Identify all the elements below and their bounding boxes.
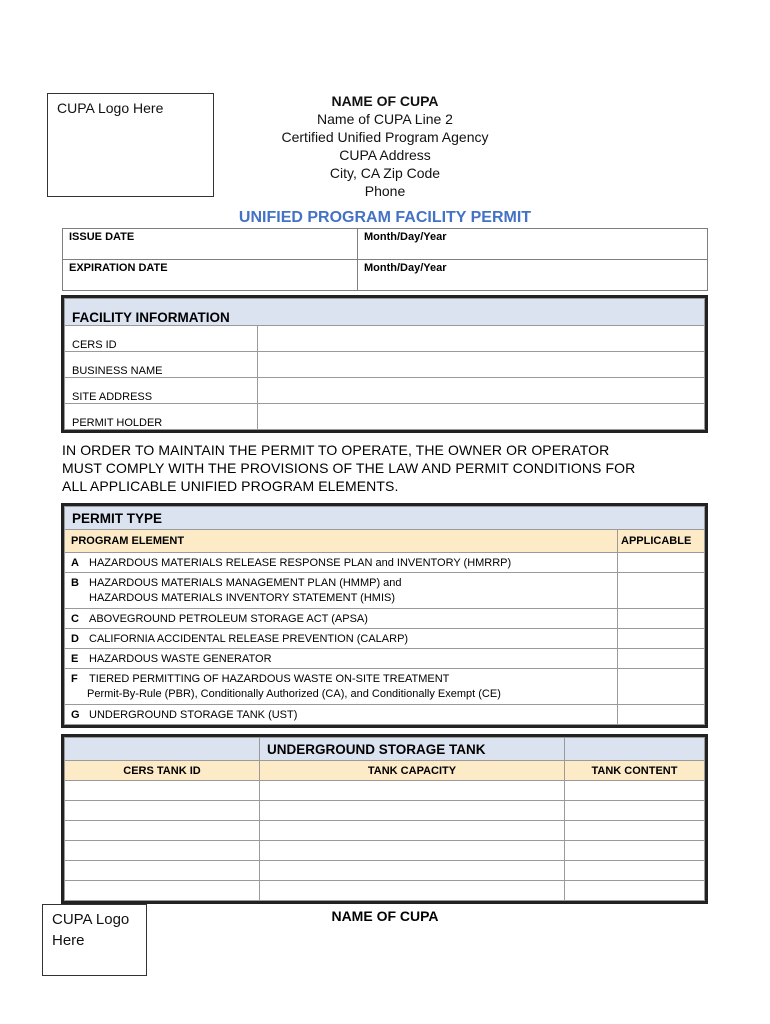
permit-title-text: UNIFIED PROGRAM FACILITY PERMIT [238,209,532,226]
tank-capacity-header: TANK CAPACITY [260,761,565,781]
site-address-field[interactable] [258,378,705,404]
program-element-header: PROGRAM ELEMENT [65,530,618,553]
tank-row [65,861,705,881]
notice-line: ALL APPLICABLE UNIFIED PROGRAM ELEMENTS. [62,478,399,494]
tank-content-cell[interactable] [565,881,705,901]
program-element-row [65,629,705,649]
facility-field-row [65,326,705,352]
expiration-date-label: EXPIRATION DATE [63,260,358,291]
program-element-b: B HAZARDOUS MATERIALS MANAGEMENT PLAN (HMMP) and HAZARDOUS MATERIALS INVENTORY STATEMENT (HMIS) [65,573,618,609]
compliance-notice [62,441,712,495]
tank-content-header: TANK CONTENT [565,761,705,781]
ust-heading-blank-right [565,738,705,761]
cers-id-label: CERS ID [65,326,258,352]
permit-type-section [61,503,708,728]
tank-id-cell[interactable] [65,781,260,801]
facility-field-row [65,378,705,404]
agency-city: City, CA Zip Code [329,165,441,181]
applicable-checkbox-b[interactable] [618,573,705,609]
tank-capacity-cell[interactable] [260,841,565,861]
notice-line: IN ORDER TO MAINTAIN THE PERMIT TO OPERATE, THE OWNER OR OPERATOR [62,442,610,458]
tank-id-cell[interactable] [65,841,260,861]
tank-content-cell[interactable] [565,841,705,861]
footer-logo-text-line1: CUPA Logo [52,911,130,928]
footer-logo-placeholder [42,904,147,976]
facility-field-row [65,352,705,378]
tank-content-cell[interactable] [565,801,705,821]
permit-holder-label: PERMIT HOLDER [65,404,258,430]
tank-content-cell[interactable] [565,781,705,801]
tank-content-cell[interactable] [565,861,705,881]
ust-heading-blank-left [65,738,260,761]
tank-id-cell[interactable] [65,821,260,841]
business-name-label: BUSINESS NAME [65,352,258,378]
tank-capacity-cell[interactable] [260,821,565,841]
cers-tank-id-header: CERS TANK ID [65,761,260,781]
applicable-header: APPLICABLE [618,530,705,553]
program-element-c: C ABOVEGROUND PETROLEUM STORAGE ACT (APSA) [65,609,618,629]
applicable-checkbox-a[interactable] [618,553,705,573]
program-element-f: F TIERED PERMITTING OF HAZARDOUS WASTE ON-SITE TREATMENT Permit-By-Rule (PBR), Conditionally Authorized (CA), and Conditionally Exempt (CE) [65,669,618,705]
program-element-row [65,705,705,725]
agency-name-line2: Name of CUPA Line 2 [317,111,453,127]
program-element-g: G UNDERGROUND STORAGE TANK (UST) [65,705,618,725]
tank-capacity-cell[interactable] [260,801,565,821]
agency-phone: Phone [364,183,406,199]
agency-address: CUPA Address [339,147,431,163]
business-name-field[interactable] [258,352,705,378]
tank-id-cell[interactable] [65,801,260,821]
notice-line: MUST COMPLY WITH THE PROVISIONS OF THE LAW AND PERMIT CONDITIONS FOR [62,460,636,476]
program-element-e: E HAZARDOUS WASTE GENERATOR [65,649,618,669]
applicable-checkbox-d[interactable] [618,629,705,649]
tank-row [65,881,705,901]
agency-name: NAME OF CUPA [331,93,439,109]
permit-title [0,209,770,227]
tank-id-cell[interactable] [65,881,260,901]
applicable-checkbox-e[interactable] [618,649,705,669]
expiration-date-row [63,260,708,291]
issue-date-row [63,229,708,260]
tank-row [65,841,705,861]
logo-placeholder-text: CUPA Logo Here [57,100,164,116]
issue-date-value[interactable]: Month/Day/Year [358,229,708,260]
footer-logo-text-line2: Here [52,932,85,949]
footer-agency-name: NAME OF CUPA [331,908,439,924]
tank-id-cell[interactable] [65,861,260,881]
agency-header [250,92,520,200]
tank-row [65,821,705,841]
permit-type-heading: PERMIT TYPE [65,507,705,530]
ust-heading: UNDERGROUND STORAGE TANK [260,738,565,761]
tank-row [65,781,705,801]
program-element-row [65,649,705,669]
issue-date-label: ISSUE DATE [63,229,358,260]
permit-holder-field[interactable] [258,404,705,430]
facility-field-row [65,404,705,430]
facility-information-section [61,295,708,433]
applicable-checkbox-f[interactable] [618,669,705,705]
tank-content-cell[interactable] [565,821,705,841]
logo-placeholder [47,93,214,197]
program-element-row [65,553,705,573]
program-element-row [65,573,705,609]
applicable-checkbox-c[interactable] [618,609,705,629]
expiration-date-value[interactable]: Month/Day/Year [358,260,708,291]
underground-storage-tank-section [61,734,708,904]
dates-table [62,228,708,291]
program-element-d: D CALIFORNIA ACCIDENTAL RELEASE PREVENTION (CALARP) [65,629,618,649]
tank-row [65,801,705,821]
program-element-a: A HAZARDOUS MATERIALS RELEASE RESPONSE PLAN and INVENTORY (HMRRP) [65,553,618,573]
applicable-checkbox-g[interactable] [618,705,705,725]
agency-type: Certified Unified Program Agency [281,129,489,145]
tank-capacity-cell[interactable] [260,781,565,801]
tank-capacity-cell[interactable] [260,881,565,901]
program-element-row [65,669,705,705]
program-element-row [65,609,705,629]
cers-id-field[interactable] [258,326,705,352]
tank-capacity-cell[interactable] [260,861,565,881]
facility-information-heading: FACILITY INFORMATION [65,299,705,326]
site-address-label: SITE ADDRESS [65,378,258,404]
